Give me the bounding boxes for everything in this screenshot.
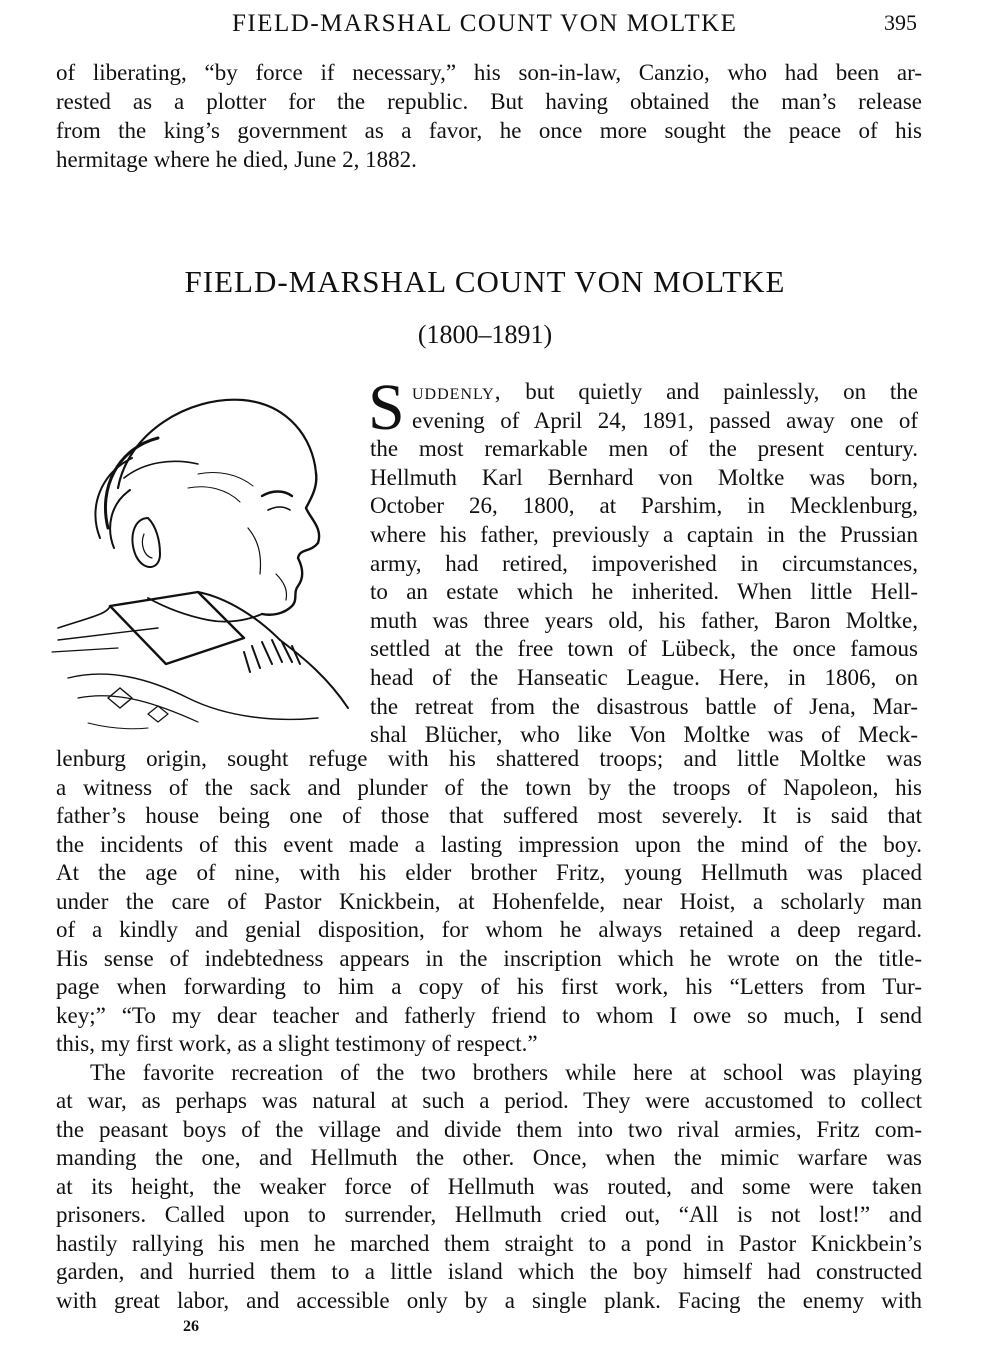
signature-mark: 26 (183, 1318, 199, 1335)
text-line: key;” “To my dear teacher and fatherly friend to whom I owe so much, I send (56, 1002, 922, 1028)
main-text (56, 745, 922, 1315)
running-title: FIELD-MARSHAL COUNT VON MOLTKE (232, 10, 738, 37)
text-line: hermitage where he died, June 2, 1882. (56, 147, 417, 172)
text-line: under the care of Pastor Knickbein, at Hohenfelde, near Hoist, a scholarly man (56, 888, 922, 914)
text-line: garden, and hurried them to a little island which the boy himself had constructed (56, 1259, 922, 1284)
text-line: evening of April 24, 1891, passed away one of (412, 407, 918, 433)
moltke-portrait-engraving (48, 378, 358, 740)
intro-paragraph (56, 58, 922, 174)
text-line (370, 378, 918, 407)
page-number: 395 (884, 10, 917, 35)
text-line: The favorite recreation of the two brothers while here at school was playing (90, 1059, 922, 1085)
text-line: page when forwarding to him a copy of his first work, his “Letters from Tur- (56, 974, 922, 999)
text-line: of liberating, “by force if necessary,” his son-in-law, Canzio, who had been ar- (56, 60, 922, 85)
text-line: hastily rallying his men he marched them straight to a pond in Pastor Knickbein’s (56, 1230, 922, 1256)
opening-first-rest: but quietly and painlessly, on the (501, 379, 918, 404)
text-line: muth was three years old, his father, Baron Moltke, (370, 607, 918, 633)
text-line: where his father, previously a captain in the Prussian (370, 521, 918, 547)
text-line: with great labor, and accessible only by a single plank. Facing the enemy with (56, 1287, 922, 1313)
text-line: Hellmuth Karl Bernhard von Moltke was born, (370, 464, 918, 490)
text-line: the retreat from the disastrous battle of Jena, Mar- (370, 693, 918, 719)
text-line: the peasant boys of the village and divide them into two rival armies, Fritz com- (56, 1116, 922, 1142)
text-line: this, my first work, as a slight testimony of respect.” (56, 1031, 538, 1056)
text-line: the most remarkable men of the present century. (370, 436, 918, 462)
text-line: father’s house being one of those that suffered most severely. It is said that (56, 803, 922, 828)
drop-cap: S (368, 371, 405, 444)
text-line: to an estate which he inherited. When little Hell- (370, 579, 918, 605)
text-line: head of the Hanseatic League. Here, in 1806, on (370, 664, 918, 690)
text-line: rested as a plotter for the republic. But having obtained the man’s release (56, 89, 922, 114)
section-dates: (1800–1891) (417, 320, 553, 349)
text-line: manding the one, and Hellmuth the other. Once, when the mimic warfare was (56, 1145, 922, 1170)
text-line: shal Blücher, who like Von Moltke was of Meck- (370, 722, 918, 748)
running-head (0, 6, 995, 40)
section-title: FIELD-MARSHAL COUNT VON MOLTKE (184, 264, 786, 299)
text-line: At the age of nine, with his elder brother Fritz, young Hellmuth was placed (56, 860, 922, 885)
text-line: October 26, 1800, at Parshim, in Mecklenburg, (370, 493, 918, 519)
text-line: His sense of indebtedness appears in the inscription which he wrote on the title- (56, 945, 922, 971)
text-line: the incidents of this event made a lasting impression upon the mind of the boy. (56, 831, 922, 857)
text-line: prisoners. Called upon to surrender, Hellmuth cried out, “All is not lost!” and (56, 1202, 922, 1227)
text-line: settled at the free town of Lübeck, the once famous (370, 636, 918, 662)
opening-paragraph (368, 371, 918, 750)
opening-smallcaps: uddenly, (412, 379, 502, 404)
text-line: a witness of the sack and plunder of the town by the troops of Napoleon, his (56, 774, 922, 800)
text-line: at its height, the weaker force of Hellmuth was routed, and some were taken (56, 1173, 922, 1199)
text-line: of a kindly and genial disposition, for whom he always retained a deep regard. (56, 917, 922, 942)
text-line: lenburg origin, sought refuge with his shattered troops; and little Moltke was (56, 746, 922, 771)
text-line: at war, as perhaps was natural at such a period. They were accustomed to collect (56, 1088, 922, 1113)
text-line: from the king’s government as a favor, he once more sought the peace of his (56, 118, 922, 143)
text-line: army, had retired, impoverished in circumstances, (370, 550, 918, 576)
